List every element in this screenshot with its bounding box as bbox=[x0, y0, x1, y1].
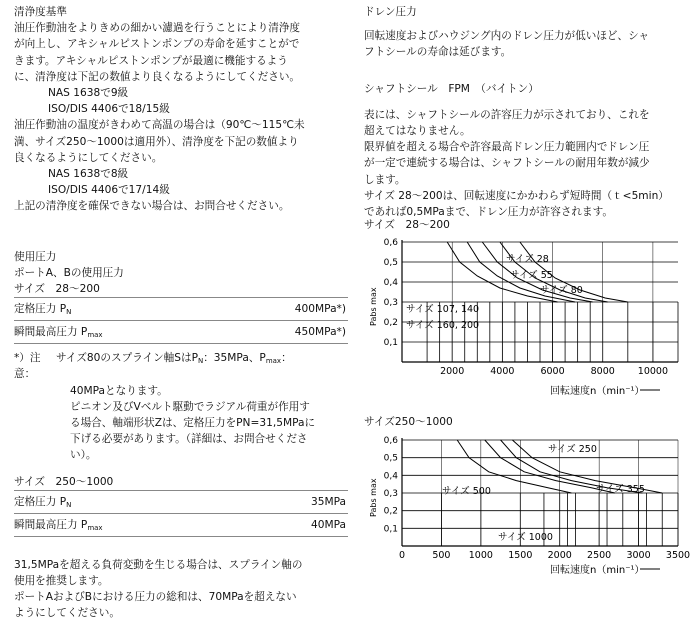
x-tick-label: 3000 bbox=[626, 550, 651, 561]
std1-nas: NAS 1638で9級 bbox=[48, 87, 129, 100]
y-tick-label: 0,1 bbox=[383, 338, 398, 348]
drain-para-l2: フトシールの寿命は延びます。 bbox=[364, 46, 512, 59]
chart-1 bbox=[364, 232, 700, 402]
series-label: サイズ 107, 140 bbox=[406, 304, 480, 315]
y-axis-label: Pabs max bbox=[369, 478, 378, 517]
note-line2: 40MPaとなります。 bbox=[70, 384, 168, 397]
y-axis-label: Pabs max bbox=[369, 287, 378, 326]
x-tick-label: 2500 bbox=[587, 550, 612, 561]
y-tick-label: 0,3 bbox=[383, 489, 398, 499]
chart1-title: サイズ 28〜200 bbox=[364, 219, 450, 231]
std2-nas: NAS 1638で8級 bbox=[48, 168, 129, 181]
footer-l4: ようにしてください。 bbox=[14, 607, 120, 620]
pressure-size1: サイズ 28〜200 bbox=[14, 283, 100, 296]
footer-l3: ポートAおよびBにおける圧力の総和は、70MPaを超えない bbox=[14, 591, 297, 604]
x-tick-label: 1000 bbox=[468, 550, 493, 561]
series-label: サイズ 1000 bbox=[498, 532, 553, 543]
seal-para-l5: します。 bbox=[364, 173, 406, 186]
x-tick-label: 6000 bbox=[540, 366, 565, 377]
note-row bbox=[14, 350, 350, 382]
x-tick-label: 2000 bbox=[440, 366, 465, 377]
footer-l1: 31,5MPaを超える負荷変動を生じる場合は、スプライン軸の bbox=[14, 558, 303, 571]
series-label: サイズ 160, 200 bbox=[406, 320, 480, 331]
left-column bbox=[14, 0, 350, 622]
drain-title: ドレン圧力 bbox=[364, 6, 417, 18]
seal-para-l3: 限界値を超える場合や許容最高ドレン圧力範囲内でドレン圧 bbox=[364, 141, 650, 154]
table-row bbox=[14, 321, 348, 344]
seal-title: シャフトシール FPM （バイトン） bbox=[364, 82, 539, 95]
chart-2 bbox=[364, 430, 700, 584]
cleanliness-para1-l1: 油圧作動油をよりきめの細かい濾過を行うことにより清浄度 bbox=[14, 22, 301, 35]
seal-para-l2: 超えてはなりません。 bbox=[364, 125, 471, 138]
cleanliness-para3: 上記の清浄度を確保できない場合は、お問合せください。 bbox=[14, 200, 290, 213]
note-key: *）注意： bbox=[14, 352, 41, 381]
y-tick-label: 0,2 bbox=[383, 506, 398, 517]
cleanliness-para2-l2: 満、サイズ250〜1000は適用外）、清浄度を下記の数値より bbox=[14, 135, 299, 148]
y-tick-label: 0,4 bbox=[383, 278, 398, 288]
note-para-l1: ピニオン及びVベルト駆動でラジアル荷重が作用す bbox=[70, 400, 310, 413]
cleanliness-para2-l1: 油圧作動油の温度がきわめて高温の場合は（90℃〜115℃未 bbox=[14, 119, 305, 132]
x-axis-label: 回転速度n（min⁻¹） bbox=[550, 386, 645, 397]
pressure-table-2 bbox=[14, 490, 348, 537]
pressure-title: 使用圧力 bbox=[14, 250, 57, 263]
rated-pressure-value: 400MPa*) bbox=[223, 298, 348, 321]
y-tick-label: 0,1 bbox=[383, 524, 398, 535]
rated-pressure-label-2: 定格圧力 $P_N$ bbox=[14, 490, 250, 513]
x-tick-label: 8000 bbox=[590, 366, 615, 377]
y-tick-label: 0,6 bbox=[383, 436, 398, 446]
cleanliness-para1-l2: が向上し、アキシャルピストンポンプの寿命を延すことがで bbox=[14, 38, 300, 51]
std1-iso: ISO/DIS 4406で18/15級 bbox=[48, 103, 170, 116]
y-tick-label: 0,3 bbox=[383, 298, 398, 308]
note-para-l2: る場合、軸端形状Zは、定格圧力をPN=31,5MPaに bbox=[70, 417, 316, 430]
series-label: サイズ 355 bbox=[596, 484, 645, 495]
series-label: サイズ 250 bbox=[548, 444, 597, 455]
x-tick-label: 10000 bbox=[637, 366, 669, 377]
cleanliness-title: 清浄度基準 bbox=[14, 6, 67, 18]
x-tick-label: 3500 bbox=[665, 550, 691, 561]
y-tick-label: 0,6 bbox=[383, 238, 398, 248]
y-tick-label: 0,5 bbox=[383, 453, 398, 464]
max-pressure-value-2: 40MPa bbox=[250, 513, 348, 536]
x-tick-label: 1500 bbox=[508, 550, 533, 561]
drain-para-l1: 回転速度およびハウジング内のドレン圧力が低いほど、シャ bbox=[364, 30, 650, 43]
cleanliness-para1-l3: きます。アキシャルピストンポンプが最適に機能するよう bbox=[14, 54, 288, 67]
series-label: サイズ 500 bbox=[442, 486, 491, 497]
series-label: サイズ 80 bbox=[540, 285, 583, 296]
max-pressure-value: 450MPa*) bbox=[223, 321, 348, 344]
table-row bbox=[14, 513, 348, 536]
footer-l2: 使用を推奨します。 bbox=[14, 575, 109, 588]
pressure-subtitle: ポートA、Bの使用圧力 bbox=[14, 266, 124, 279]
seal-para-l1: 表には、シャフトシールの許容圧力が示されており、これを bbox=[364, 108, 650, 121]
right-column bbox=[364, 0, 694, 220]
x-tick-label: 0 bbox=[398, 550, 406, 561]
x-tick-label: 4000 bbox=[490, 366, 515, 377]
pressure-size2: サイズ 250〜1000 bbox=[14, 475, 114, 488]
note-line1: サイズ80のスプライン軸Sは$P_N$：35MPa、$P_{max}$： bbox=[56, 352, 292, 366]
rated-pressure-value-2: 35MPa bbox=[250, 490, 348, 513]
y-tick-label: 0,5 bbox=[383, 258, 398, 268]
max-pressure-label-2: 瞬間最高圧力 $P_{max}$ bbox=[14, 513, 250, 536]
note-para-l3: 下げる必要があります。（詳細は、お問合せくださ bbox=[70, 433, 308, 446]
y-tick-label: 0,2 bbox=[383, 318, 398, 328]
note-para-l4: い）。 bbox=[70, 449, 97, 462]
rated-pressure-label: 定格圧力 $P_N$ bbox=[14, 298, 223, 321]
table-row bbox=[14, 298, 348, 321]
seal-para-l7: であれば0,5MPaまで、ドレン圧力が許容されます。 bbox=[364, 206, 613, 219]
cleanliness-para2-l3: 良くなるようにしてください。 bbox=[14, 151, 163, 164]
series-label: サイズ 28 bbox=[506, 254, 549, 265]
seal-para-l6: サイズ 28〜200は、回転速度にかかわらず短時間（ｔ<5min） bbox=[364, 189, 669, 202]
x-tick-label: 2000 bbox=[547, 550, 572, 561]
y-tick-label: 0,4 bbox=[383, 471, 398, 482]
seal-para-l4: が一定で連続する場合は、シャフトシールの耐用年数が減少 bbox=[364, 157, 650, 170]
std2-iso: ISO/DIS 4406で17/14級 bbox=[48, 184, 170, 197]
max-pressure-label: 瞬間最高圧力 $P_{max}$ bbox=[14, 321, 223, 344]
x-tick-label: 500 bbox=[432, 550, 451, 561]
cleanliness-para1-l4: に、清浄度は下記の数値より良くなるようにしてください。 bbox=[14, 70, 301, 83]
table-row bbox=[14, 490, 348, 513]
x-axis-label: 回転速度n（min⁻¹） bbox=[550, 565, 645, 576]
chart2-title: サイズ250〜1000 bbox=[364, 416, 453, 428]
pressure-table-1 bbox=[14, 297, 348, 344]
series-label: サイズ 55 bbox=[510, 270, 553, 281]
